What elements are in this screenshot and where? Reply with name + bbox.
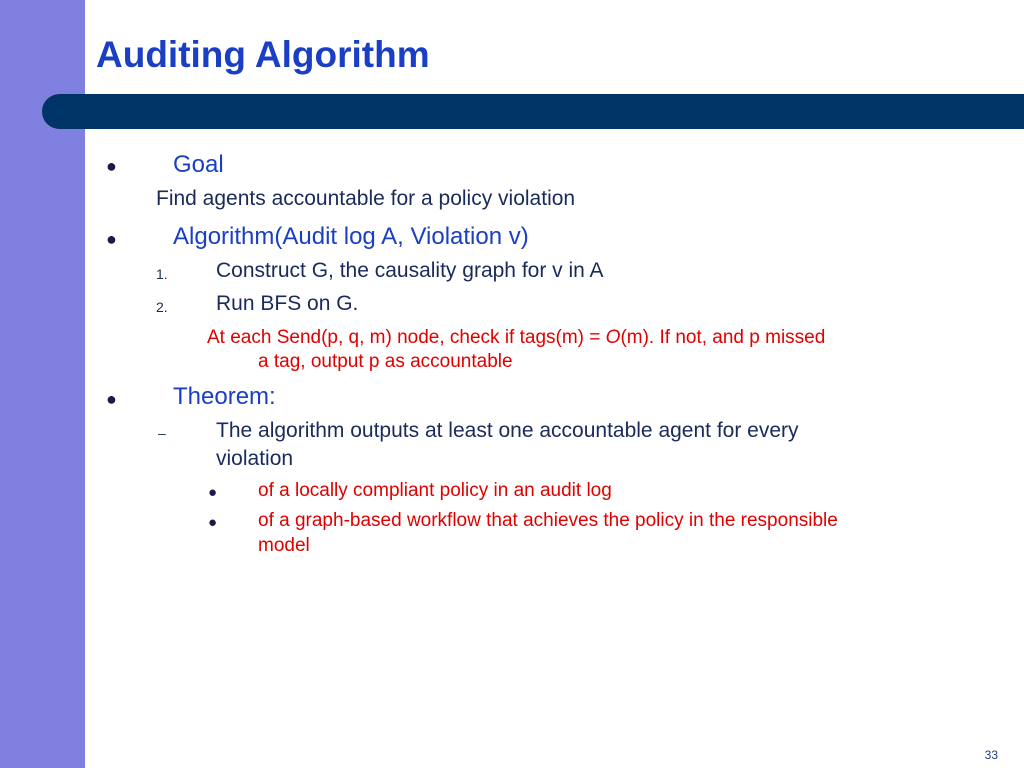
algorithm-heading: Algorithm(Audit log A, Violation v) xyxy=(173,223,529,250)
bullet-dot-icon: ● xyxy=(106,156,117,176)
step-1-text: Construct G, the causality graph for v in A xyxy=(216,259,604,282)
theorem-heading: Theorem: xyxy=(173,383,276,410)
page-number: 33 xyxy=(984,748,998,762)
bullet-dot-icon: ● xyxy=(208,514,218,531)
step-2-detail-line-2: a tag, output p as accountable xyxy=(258,351,513,372)
bullet-dot-icon: ● xyxy=(208,484,218,501)
goal-detail: Find agents accountable for a policy violation xyxy=(156,187,576,210)
bullet-dot-icon: ● xyxy=(106,389,117,409)
goal-heading: Goal xyxy=(173,151,224,178)
theorem-text-line-2: violation xyxy=(216,447,294,470)
theorem-sub-2-line-1: of a graph-based workflow that achieves the policy in the responsible xyxy=(258,510,838,531)
step-2-number: 2. xyxy=(156,299,168,315)
step-2-detail-line-1: At each Send(p, q, m) node, check if tags(m) = O(m). If not, and p missed xyxy=(207,327,826,348)
dash-icon: – xyxy=(158,425,166,441)
step-2-text: Run BFS on G. xyxy=(216,292,359,315)
theorem-sub-2-line-2: model xyxy=(258,535,310,556)
bullet-dot-icon: ● xyxy=(106,229,117,249)
theorem-text-line-1: The algorithm outputs at least one accountable agent for every xyxy=(216,419,799,442)
slide-title: Auditing Algorithm xyxy=(96,34,430,75)
theorem-sub-1: of a locally compliant policy in an audit log xyxy=(258,480,612,501)
step-1-number: 1. xyxy=(156,266,168,282)
